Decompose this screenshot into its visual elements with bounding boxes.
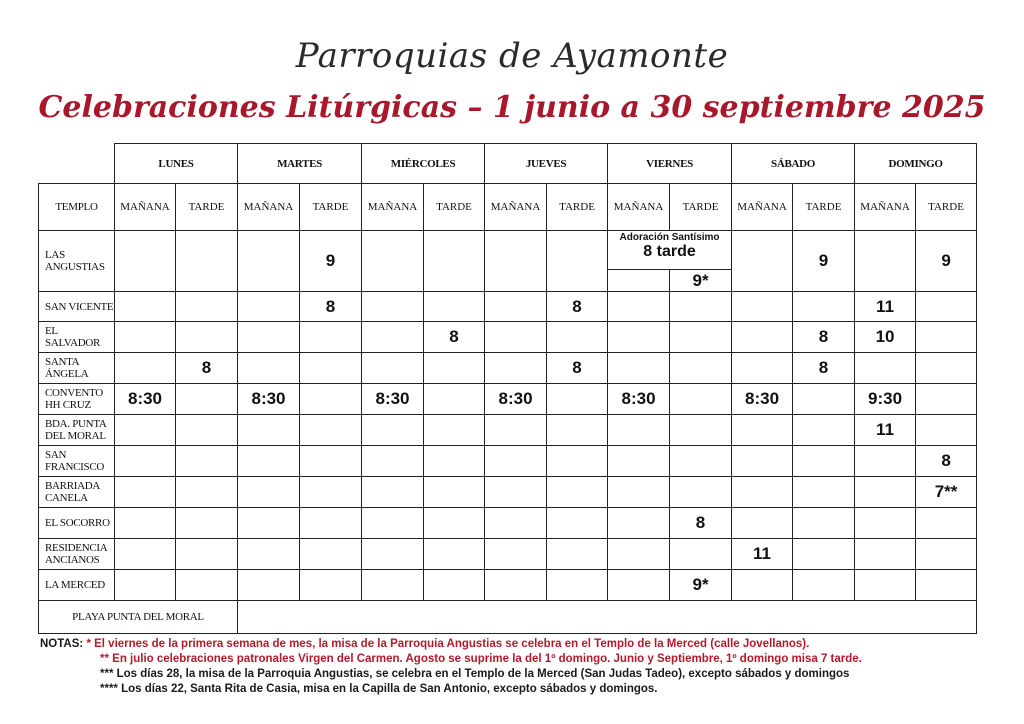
mass-time-cell	[732, 446, 793, 477]
mass-time: 9*	[692, 271, 709, 290]
mass-time-cell	[300, 322, 362, 353]
schedule-row	[39, 231, 977, 292]
mass-time: 8:30	[127, 389, 163, 408]
mass-time: 7**	[934, 482, 958, 501]
mass-time-cell	[300, 353, 362, 384]
mass-time-cell	[855, 415, 916, 446]
mass-time-cell	[176, 231, 238, 292]
temple-name: BARRIADA CANELA	[39, 477, 115, 508]
mass-time: 8	[201, 358, 212, 377]
mass-time: 8	[572, 358, 582, 377]
mass-time-cell	[362, 477, 424, 508]
mass-time: 11	[876, 296, 895, 316]
mass-time-cell	[176, 384, 238, 415]
mass-time: 8:30	[745, 389, 780, 408]
mass-time-cell	[608, 292, 670, 322]
empty-span-cell	[238, 601, 977, 634]
mass-time: 10	[875, 327, 895, 346]
mass-time-cell	[608, 415, 670, 446]
schedule-row	[39, 353, 977, 384]
mass-time-cell	[238, 446, 300, 477]
mass-time: 8:30	[375, 389, 410, 408]
afternoon-header: TARDE	[670, 184, 732, 231]
mass-time-cell	[362, 292, 424, 322]
temple-name: EL SALVADOR	[39, 322, 115, 353]
mass-time-cell	[485, 570, 547, 601]
mass-time: 8	[572, 296, 582, 316]
mass-time-cell	[115, 539, 176, 570]
schedule-row	[39, 415, 977, 446]
mass-time-cell	[238, 477, 300, 508]
mass-time-cell	[916, 292, 977, 322]
afternoon-header: TARDE	[176, 184, 238, 231]
mass-time-cell	[855, 292, 916, 322]
mass-time-cell	[793, 446, 855, 477]
mass-time: 9:30	[868, 389, 903, 408]
schedule-row	[39, 539, 977, 570]
mass-time-cell	[916, 415, 977, 446]
temple-name: SANTA ÁNGELA	[39, 353, 115, 384]
corner-cell	[39, 144, 115, 184]
mass-time-cell	[732, 508, 793, 539]
temple-name: LAS ANGUSTIAS	[39, 231, 115, 292]
mass-time-cell	[547, 322, 608, 353]
day-header: MARTES	[238, 144, 362, 184]
mass-time-cell	[300, 415, 362, 446]
mass-time-cell	[300, 508, 362, 539]
mass-time-cell	[793, 231, 855, 292]
mass-time-cell	[670, 508, 732, 539]
morning-header: MAÑANA	[238, 184, 300, 231]
mass-time-cell	[670, 570, 732, 601]
mass-time-cell	[238, 353, 300, 384]
mass-time: 11	[876, 420, 895, 439]
mass-time-cell	[485, 384, 547, 415]
mass-time-cell	[670, 539, 732, 570]
mass-time-cell	[547, 477, 608, 508]
mass-time-cell	[176, 508, 238, 539]
mass-time-cell	[793, 477, 855, 508]
mass-time: 8:30	[251, 389, 286, 408]
mass-time-cell	[547, 415, 608, 446]
mass-time-cell	[793, 353, 855, 384]
schedule-row	[39, 570, 977, 601]
notes-label: NOTAS:	[40, 638, 84, 650]
mass-time-cell	[362, 353, 424, 384]
mass-time-cell	[238, 231, 300, 292]
morning-header: MAÑANA	[362, 184, 424, 231]
mass-time-cell	[793, 539, 855, 570]
schedule-row	[39, 292, 977, 322]
mass-time: 11	[753, 544, 772, 563]
mass-time-cell	[362, 508, 424, 539]
mass-time-cell	[855, 477, 916, 508]
mass-time-cell	[732, 292, 793, 322]
mass-time-cell	[424, 384, 485, 415]
afternoon-header: TARDE	[916, 184, 977, 231]
mass-time-cell	[916, 231, 977, 292]
mass-time: 8:30	[621, 389, 656, 408]
mass-time-cell	[300, 477, 362, 508]
day-header: MIÉRCOLES	[362, 144, 485, 184]
adoration-label: Adoración Santísimo	[619, 232, 720, 243]
morning-header: MAÑANA	[732, 184, 793, 231]
mass-time-cell	[732, 322, 793, 353]
mass-time-cell	[608, 570, 670, 601]
mass-time: 9	[818, 251, 829, 270]
mass-time-cell	[547, 446, 608, 477]
mass-time-cell	[670, 477, 732, 508]
mass-time-cell	[424, 477, 485, 508]
note-4: **** Los días 22, Santa Rita de Casia, misa en la Capilla de San Antonio, excepto sábados y domingos.	[100, 683, 658, 695]
mass-time-cell	[115, 415, 176, 446]
schedule-row	[39, 446, 977, 477]
mass-time: 8	[449, 327, 459, 346]
mass-time-cell	[608, 322, 670, 353]
day-header: LUNES	[115, 144, 238, 184]
mass-time-cell	[115, 353, 176, 384]
mass-time-cell	[732, 231, 793, 292]
note-2: ** En julio celebraciones patronales Virgen del Carmen. Agosto se suprime la del 1º domingo. Junio y Septiembre, 1º domingo misa 7 tarde.	[100, 653, 862, 665]
mass-time-cell	[670, 384, 732, 415]
schedule-row	[39, 508, 977, 539]
mass-time-cell	[176, 415, 238, 446]
mass-time-cell	[362, 570, 424, 601]
mass-time-cell	[362, 539, 424, 570]
mass-time: 9	[325, 251, 336, 270]
mass-time-cell	[115, 508, 176, 539]
mass-time-cell	[793, 384, 855, 415]
mass-time-cell	[424, 570, 485, 601]
notes-section	[40, 637, 1000, 697]
mass-time: 8	[325, 296, 336, 316]
day-header: DOMINGO	[855, 144, 977, 184]
mass-time-cell	[115, 292, 176, 322]
schedule-row	[39, 477, 977, 508]
day-header: SÁBADO	[732, 144, 855, 184]
schedule-row	[39, 601, 977, 634]
mass-time-cell	[362, 322, 424, 353]
mass-time-cell	[115, 570, 176, 601]
mass-time-cell	[238, 539, 300, 570]
mass-time-cell	[732, 539, 793, 570]
mass-time-cell	[916, 508, 977, 539]
mass-time-cell	[238, 292, 300, 322]
mass-time-cell	[670, 446, 732, 477]
temple-name: EL SOCORRO	[39, 508, 115, 539]
friday-adoration-cell	[608, 231, 732, 292]
schedule-table	[38, 143, 977, 634]
mass-time-cell	[362, 415, 424, 446]
mass-time-cell	[547, 353, 608, 384]
mass-time-cell	[238, 415, 300, 446]
mass-time-cell	[300, 539, 362, 570]
mass-time-cell	[916, 384, 977, 415]
mass-time-cell	[485, 415, 547, 446]
mass-time-cell	[176, 322, 238, 353]
morning-header: MAÑANA	[485, 184, 547, 231]
mass-time-cell	[547, 570, 608, 601]
mass-time-cell	[238, 508, 300, 539]
mass-time-cell	[916, 570, 977, 601]
mass-time-cell	[793, 415, 855, 446]
mass-time-cell	[547, 539, 608, 570]
mass-time-cell	[670, 353, 732, 384]
mass-time-cell	[608, 384, 670, 415]
mass-time-cell	[793, 508, 855, 539]
mass-time: 8	[695, 513, 706, 532]
mass-time: 9	[941, 251, 951, 270]
mass-time-cell	[362, 446, 424, 477]
mass-time-cell	[916, 539, 977, 570]
mass-time-cell	[670, 322, 732, 353]
mass-time-cell	[670, 415, 732, 446]
mass-time-cell	[855, 231, 916, 292]
note-3: *** Los días 28, la misa de la Parroquia Angustias, se celebra en el Templo de la Merced (San Judas Tadeo), excepto sábados y domingos	[100, 668, 850, 680]
mass-time-cell	[485, 231, 547, 292]
mass-time: 9*	[692, 575, 709, 594]
morning-header: MAÑANA	[115, 184, 176, 231]
mass-time-cell	[485, 322, 547, 353]
schedule-row	[39, 384, 977, 415]
mass-time-cell	[608, 353, 670, 384]
mass-time-cell	[424, 415, 485, 446]
mass-time-cell	[424, 539, 485, 570]
mass-time-cell	[485, 446, 547, 477]
mass-time-cell	[793, 292, 855, 322]
mass-time-cell	[855, 539, 916, 570]
schedule-row	[39, 322, 977, 353]
mass-time-cell	[608, 539, 670, 570]
temple-header: TEMPLO	[39, 184, 115, 231]
mass-time-cell	[300, 384, 362, 415]
mass-time-cell	[424, 446, 485, 477]
mass-time-cell	[300, 570, 362, 601]
shift-header-row	[39, 184, 977, 231]
mass-time-cell	[547, 292, 608, 322]
mass-time-cell	[485, 508, 547, 539]
day-header: JUEVES	[485, 144, 608, 184]
mass-time-cell	[115, 477, 176, 508]
mass-time-cell	[115, 231, 176, 292]
mass-time-cell	[424, 508, 485, 539]
mass-time-cell	[916, 477, 977, 508]
mass-time-cell	[238, 322, 300, 353]
mass-time-cell	[300, 292, 362, 322]
day-header-row	[39, 144, 977, 184]
mass-time-cell	[485, 477, 547, 508]
mass-time-cell	[362, 384, 424, 415]
mass-time-cell	[176, 570, 238, 601]
mass-time-cell	[608, 508, 670, 539]
temple-name: SAN VICENTE	[39, 292, 115, 322]
mass-time-cell	[916, 446, 977, 477]
mass-time-cell	[732, 353, 793, 384]
mass-time-cell	[485, 353, 547, 384]
mass-time-cell	[608, 477, 670, 508]
mass-time: 8	[818, 327, 829, 346]
mass-time-cell	[732, 384, 793, 415]
mass-time-cell	[485, 539, 547, 570]
mass-time-cell	[547, 384, 608, 415]
temple-name: SAN FRANCISCO	[39, 446, 115, 477]
temple-name: PLAYA PUNTA DEL MORAL	[39, 601, 238, 634]
mass-time-cell	[300, 231, 362, 292]
day-header: VIERNES	[608, 144, 732, 184]
mass-time-cell	[238, 570, 300, 601]
mass-time-cell	[238, 384, 300, 415]
mass-time: 8	[818, 358, 829, 377]
mass-time-cell	[916, 322, 977, 353]
mass-time-cell	[547, 508, 608, 539]
mass-time-cell	[176, 446, 238, 477]
temple-name: BDA. PUNTA DEL MORAL	[39, 415, 115, 446]
mass-time-cell	[300, 446, 362, 477]
page-title: Parroquias de Ayamonte	[295, 36, 729, 76]
mass-time-cell	[547, 231, 608, 292]
mass-time-cell	[670, 292, 732, 322]
mass-time-cell	[176, 477, 238, 508]
mass-time-cell	[485, 292, 547, 322]
temple-name: CONVENTO HH CRUZ	[39, 384, 115, 415]
mass-time-cell	[424, 231, 485, 292]
mass-time-cell	[424, 353, 485, 384]
afternoon-header: TARDE	[547, 184, 608, 231]
morning-header: MAÑANA	[855, 184, 916, 231]
mass-time-cell	[855, 384, 916, 415]
page-subtitle: Celebraciones Litúrgicas – 1 junio a 30 septiembre 2025	[38, 90, 986, 125]
mass-time-cell	[176, 539, 238, 570]
afternoon-header: TARDE	[424, 184, 485, 231]
note-1: * El viernes de la primera semana de mes, la misa de la Parroquia Angustias se celebra en el Templo de la Merced (calle Jovellanos).	[86, 638, 810, 650]
mass-time-cell	[424, 322, 485, 353]
mass-time-cell	[362, 231, 424, 292]
mass-time-cell	[916, 353, 977, 384]
mass-time-cell	[855, 570, 916, 601]
adoration-time: 8 tarde	[643, 243, 696, 260]
mass-time-cell	[855, 322, 916, 353]
mass-time-cell	[855, 446, 916, 477]
mass-time-cell	[793, 570, 855, 601]
mass-time-cell	[115, 446, 176, 477]
mass-time-cell	[176, 353, 238, 384]
mass-time-cell	[855, 508, 916, 539]
mass-time-cell	[855, 353, 916, 384]
afternoon-header: TARDE	[300, 184, 362, 231]
afternoon-header: TARDE	[793, 184, 855, 231]
mass-time-cell	[732, 477, 793, 508]
mass-time-cell	[608, 446, 670, 477]
mass-time-cell	[115, 384, 176, 415]
mass-time-cell	[732, 415, 793, 446]
mass-time-cell	[793, 322, 855, 353]
temple-name: LA MERCED	[39, 570, 115, 601]
mass-time-cell	[732, 570, 793, 601]
mass-time-cell	[176, 292, 238, 322]
temple-name: RESIDENCIA ANCIANOS	[39, 539, 115, 570]
mass-time-cell	[424, 292, 485, 322]
mass-time: 8	[941, 451, 951, 470]
morning-header: MAÑANA	[608, 184, 670, 231]
mass-time-cell	[115, 322, 176, 353]
mass-time: 8:30	[498, 389, 533, 408]
